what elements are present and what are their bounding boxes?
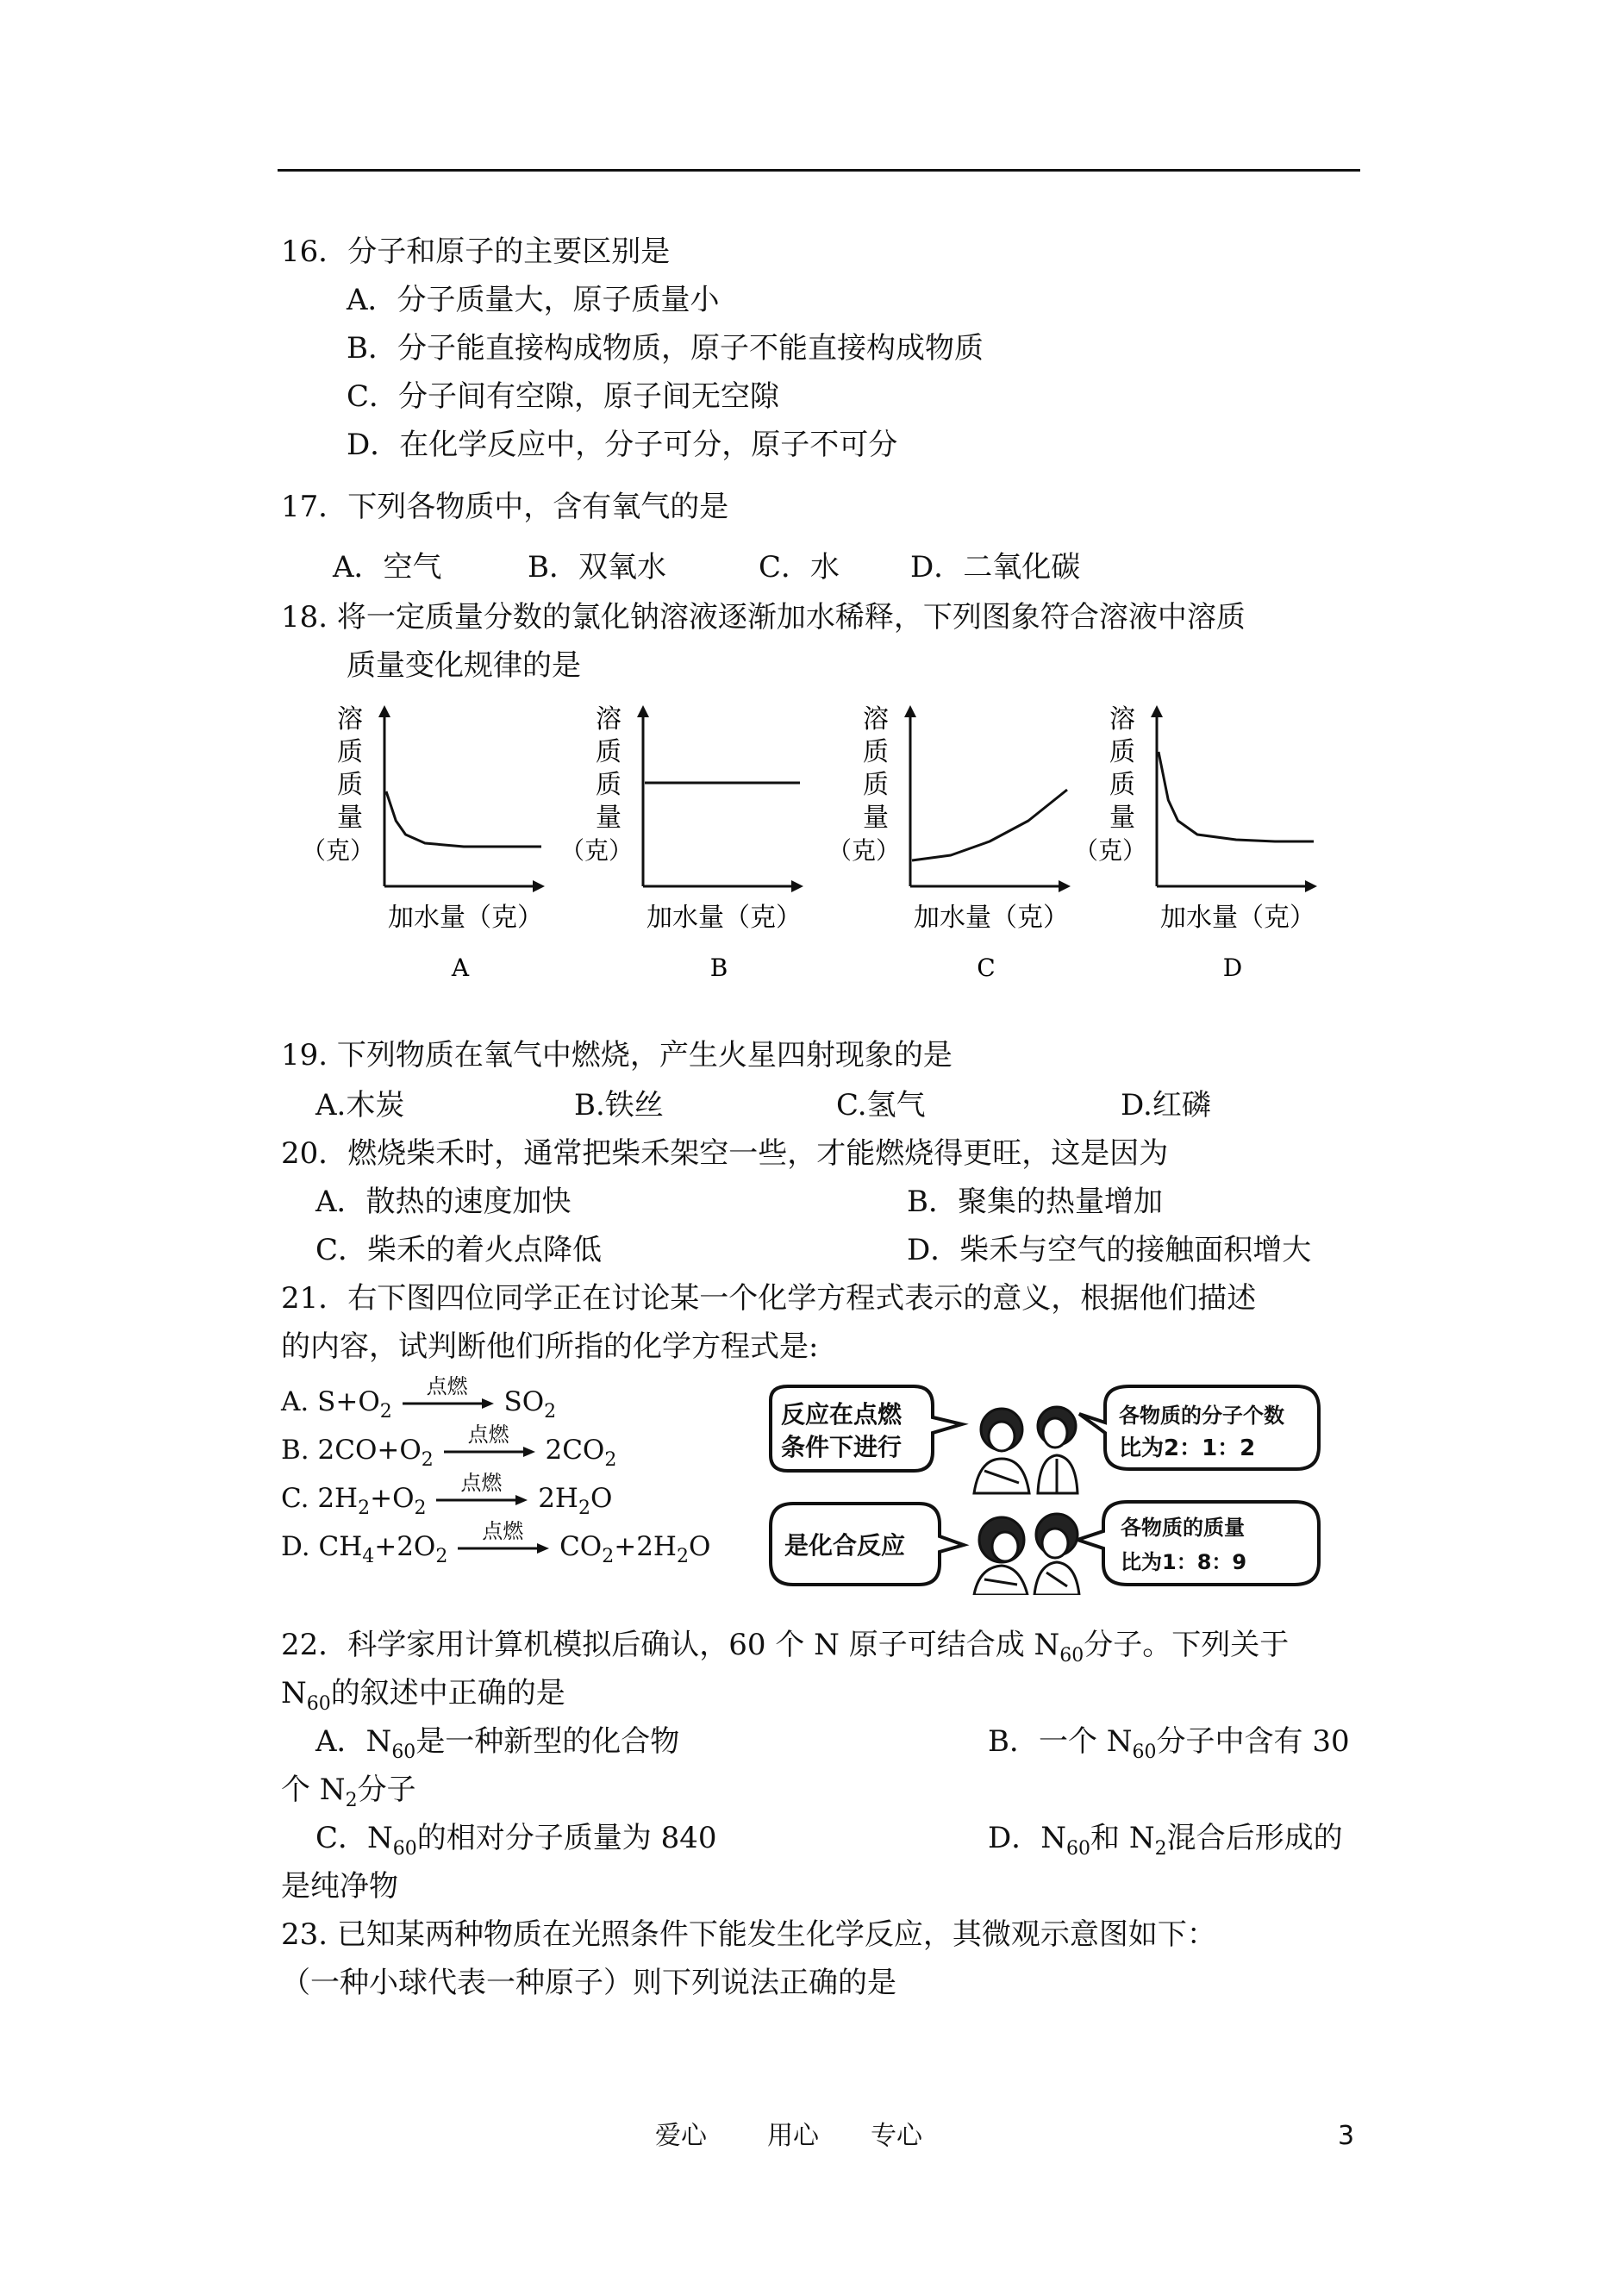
n60-sub: 60 — [306, 1693, 331, 1715]
q21-stem-line2: 的内容，试判断他们所指的化学方程式是: — [281, 1329, 819, 1364]
eq-d-left-a: CH — [318, 1531, 363, 1562]
eq-c-right-b: O — [590, 1483, 613, 1514]
q20-option-c: C．柴禾的着火点降低 — [315, 1233, 603, 1267]
x-axis-label: 加水量（克） — [1160, 903, 1315, 933]
y-axis-label-char: 溶 — [337, 704, 363, 735]
y-axis-arrow-icon — [904, 705, 916, 717]
student-top-right-icon — [1038, 1407, 1077, 1493]
eq-d-sub-2: 2 — [435, 1546, 448, 1567]
q18-charts — [293, 690, 1388, 991]
eq-d-right-b: +2H — [614, 1531, 677, 1562]
eq-c-label: C. — [281, 1483, 309, 1514]
x-axis-arrow-icon — [791, 880, 803, 892]
q22-c-2: 的相对分子质量为 840 — [416, 1821, 717, 1855]
y-axis-label-char: 质 — [596, 737, 621, 767]
q22-b-1: B．一个 N — [988, 1724, 1133, 1759]
y-axis-label-char: 质 — [337, 770, 363, 800]
q22-option-d-cont: 是纯净物 — [281, 1869, 398, 1904]
q19-option-b: B.铁丝 — [574, 1088, 664, 1122]
y-axis-label-char: 质 — [863, 737, 889, 767]
footer-motto-2: 用心 — [767, 2121, 819, 2151]
q22-option-b — [988, 1723, 1350, 1763]
eq-b-left-sub: 2 — [421, 1449, 434, 1471]
n2-sub: 2 — [345, 1790, 358, 1811]
y-axis-label-char: 量 — [337, 803, 363, 833]
x-axis-arrow-icon — [1059, 880, 1071, 892]
q20-option-d: D．柴禾与空气的接触面积增大 — [907, 1233, 1312, 1267]
q22-line2-a: N — [281, 1676, 307, 1710]
bubble-bottom-right-line2: 比为1：8：9 — [1121, 1550, 1247, 1574]
q22-option-d — [988, 1819, 1343, 1860]
y-axis-label-char: 溶 — [863, 704, 889, 735]
reaction-condition: 点燃 — [482, 1519, 524, 1543]
q22-stem-line1 — [281, 1626, 1290, 1667]
y-axis-label-char: 质 — [1109, 770, 1135, 800]
student-bottom-right-icon — [1034, 1514, 1079, 1595]
eq-a-left: S+O — [317, 1386, 380, 1417]
x-axis-label: 加水量（克） — [388, 903, 543, 933]
eq-c-sub-2: 2 — [414, 1498, 427, 1519]
y-axis-label-char: 量 — [863, 803, 889, 833]
n60-sub: 60 — [392, 1838, 417, 1860]
q20-stem: 20．燃烧柴禾时，通常把柴禾架空一些，才能燃烧得更旺，这是因为 — [281, 1136, 1169, 1171]
x-axis-arrow-icon — [533, 880, 545, 892]
n60-sub: 60 — [391, 1742, 416, 1763]
q18-stem-line1: 18. 将一定质量分数的氯化钠溶液逐渐加水稀释，下列图象符合溶液中溶质 — [281, 600, 1246, 635]
eq-b-label: B. — [281, 1435, 309, 1466]
y-axis-label-char: 质 — [596, 770, 621, 800]
n60-sub: 60 — [1059, 1645, 1084, 1667]
q16-stem: 16．分子和原子的主要区别是 — [281, 235, 671, 269]
chart-C — [828, 704, 1071, 982]
eq-d-right-a: CO — [559, 1531, 603, 1562]
eq-c-left-a: 2H — [317, 1483, 359, 1514]
footer-motto-3: 专心 — [871, 2121, 922, 2151]
chart-caption: A — [451, 954, 470, 982]
student-bottom-left-icon — [974, 1517, 1027, 1595]
y-axis-label-char: （克） — [559, 836, 634, 865]
q21-equation-a — [281, 1374, 557, 1423]
q22-d-2: 和 N — [1090, 1821, 1155, 1855]
q18-stem-line2: 质量变化规律的是 — [347, 648, 581, 683]
y-axis-label-char: 质 — [863, 770, 889, 800]
q16-option-a: A．分子质量大，原子质量小 — [347, 283, 720, 317]
q22-c-1: C．N — [315, 1821, 393, 1855]
n2-sub: 2 — [1154, 1838, 1167, 1860]
reaction-arrow — [434, 1471, 529, 1516]
chart-caption: B — [709, 954, 728, 982]
q17-option-c: C．水 — [759, 550, 840, 585]
series-line — [386, 791, 541, 847]
bubble-bottom-left-text: 是化合反应 — [784, 1531, 906, 1560]
q22-option-a — [315, 1723, 680, 1763]
q17-option-a: A．空气 — [333, 550, 442, 585]
q22-stem-b: 分子。下列关于 — [1084, 1628, 1290, 1662]
bubble-top-right-line2: 比为2：1：2 — [1119, 1435, 1256, 1461]
bubble-bottom-right-line1: 各物质的质量 — [1121, 1516, 1245, 1540]
arrow-icon — [401, 1397, 496, 1410]
q19-option-c: C.氢气 — [836, 1088, 926, 1122]
q20-option-b: B．聚集的热量增加 — [907, 1185, 1163, 1219]
eq-a-left-sub: 2 — [379, 1401, 392, 1423]
x-axis-label: 加水量（克） — [914, 903, 1069, 933]
page-number: 3 — [1338, 2121, 1355, 2151]
bubble-top-left-line1: 反应在点燃 — [781, 1400, 903, 1429]
q21-equation-b — [281, 1423, 617, 1471]
q16-option-b: B．分子能直接构成物质，原子不能直接构成物质 — [347, 331, 984, 366]
header-rule — [278, 169, 1360, 172]
eq-c-sub-1: 2 — [358, 1498, 371, 1519]
y-axis-label-char: 质 — [337, 737, 363, 767]
eq-c-left-b: +O — [370, 1483, 415, 1514]
q23-stem-line1: 23. 已知某两种物质在光照条件下能发生化学反应，其微观示意图如下： — [281, 1917, 1216, 1952]
q17-option-b: B．双氧水 — [528, 550, 666, 585]
y-axis-arrow-icon — [378, 705, 390, 717]
eq-d-label: D. — [281, 1531, 310, 1562]
bubble-top-left-line2: 条件下进行 — [781, 1433, 903, 1461]
eq-b-right-sub: 2 — [604, 1449, 617, 1471]
q22-option-b-cont — [281, 1771, 416, 1809]
reaction-condition: 点燃 — [426, 1374, 468, 1398]
series-line — [912, 790, 1067, 860]
chart-D — [1074, 704, 1317, 982]
q20-option-a: A．散热的速度加快 — [315, 1185, 572, 1219]
chart-caption: C — [977, 954, 996, 982]
q22-d-1: D．N — [988, 1821, 1067, 1855]
y-axis-label-char: （克） — [301, 836, 375, 865]
y-axis-arrow-icon — [1151, 705, 1163, 717]
arrow-icon — [456, 1541, 551, 1555]
y-axis-label-char: 质 — [1109, 737, 1135, 767]
q22-line2-b: 的叙述中正确的是 — [330, 1676, 565, 1710]
y-axis-label-char: 量 — [1109, 803, 1135, 833]
reaction-arrow — [401, 1374, 496, 1419]
x-axis-arrow-icon — [1305, 880, 1317, 892]
eq-b-right: 2CO — [545, 1435, 605, 1466]
chart-A — [302, 704, 545, 982]
n60-sub: 60 — [1066, 1838, 1091, 1860]
y-axis-label-char: 溶 — [1109, 704, 1135, 735]
q21-equation-d — [281, 1519, 711, 1567]
q22-d-3: 混合后形成的 — [1166, 1821, 1343, 1855]
q22-option-c — [315, 1819, 717, 1860]
reaction-condition: 点燃 — [460, 1471, 503, 1495]
q21-discussion-cartoon — [759, 1379, 1327, 1595]
y-axis-label-char: （克） — [827, 836, 901, 865]
student-top-left-icon — [974, 1409, 1029, 1493]
q22-b-2: 分子中含有 30 — [1156, 1724, 1350, 1759]
chart-B — [560, 704, 803, 982]
eq-c-sub-3: 2 — [578, 1498, 590, 1519]
q17-stem: 17．下列各物质中，含有氧气的是 — [281, 490, 729, 524]
q22-b-cont-2: 分子 — [357, 1773, 416, 1807]
q22-stem-line2 — [281, 1674, 565, 1715]
q19-option-a: A.木炭 — [315, 1088, 405, 1122]
arrow-icon — [442, 1445, 537, 1459]
bubble-top-right-line1: 各物质的分子个数 — [1119, 1404, 1284, 1428]
q22-stem-a: 22．科学家用计算机模拟后确认，60 个 N 原子可结合成 N — [281, 1628, 1060, 1662]
n60-sub: 60 — [1132, 1742, 1157, 1763]
eq-d-right-c: O — [688, 1531, 711, 1562]
eq-a-right-sub: 2 — [544, 1401, 557, 1423]
series-line — [1159, 752, 1314, 841]
reaction-arrow — [456, 1519, 551, 1564]
eq-d-left-b: +2O — [374, 1531, 436, 1562]
eq-d-sub-3: 2 — [602, 1546, 615, 1567]
chart-caption: D — [1222, 954, 1243, 982]
q16-option-d: D．在化学反应中，分子可分，原子不可分 — [347, 428, 898, 462]
q21-equation-c — [281, 1471, 613, 1519]
eq-a-label: A. — [281, 1386, 309, 1417]
y-axis-label-char: 溶 — [596, 704, 621, 735]
y-axis-arrow-icon — [637, 705, 649, 717]
q22-b-cont-1: 个 N — [281, 1773, 346, 1807]
reaction-condition: 点燃 — [467, 1423, 509, 1447]
eq-c-right-a: 2H — [538, 1483, 578, 1514]
eq-b-left: 2CO+O — [317, 1435, 422, 1466]
q17-option-d: D．二氧化碳 — [910, 550, 1081, 585]
eq-d-sub-1: 4 — [362, 1546, 375, 1567]
x-axis-label: 加水量（克） — [646, 903, 802, 933]
q23-stem-line2: （一种小球代表一种原子）则下列说法正确的是 — [281, 1966, 896, 2000]
q19-option-d: D.红磷 — [1121, 1088, 1211, 1122]
q16-option-c: C．分子间有空隙，原子间无空隙 — [347, 379, 780, 414]
q22-a-2: 是一种新型的化合物 — [415, 1724, 680, 1759]
q22-a-1: A．N — [315, 1724, 392, 1759]
q21-stem-line1: 21．右下图四位同学正在讨论某一个化学方程式表示的意义，根据他们描述 — [281, 1281, 1257, 1316]
q19-stem: 19. 下列物质在氧气中燃烧，产生火星四射现象的是 — [281, 1038, 953, 1072]
reaction-arrow — [442, 1423, 537, 1467]
arrow-icon — [434, 1493, 529, 1507]
y-axis-label-char: 量 — [596, 803, 621, 833]
eq-a-right: SO — [503, 1386, 545, 1417]
y-axis-label-char: （克） — [1073, 836, 1147, 865]
footer-motto-1: 爱心 — [655, 2121, 707, 2151]
eq-d-sub-4: 2 — [676, 1546, 689, 1567]
